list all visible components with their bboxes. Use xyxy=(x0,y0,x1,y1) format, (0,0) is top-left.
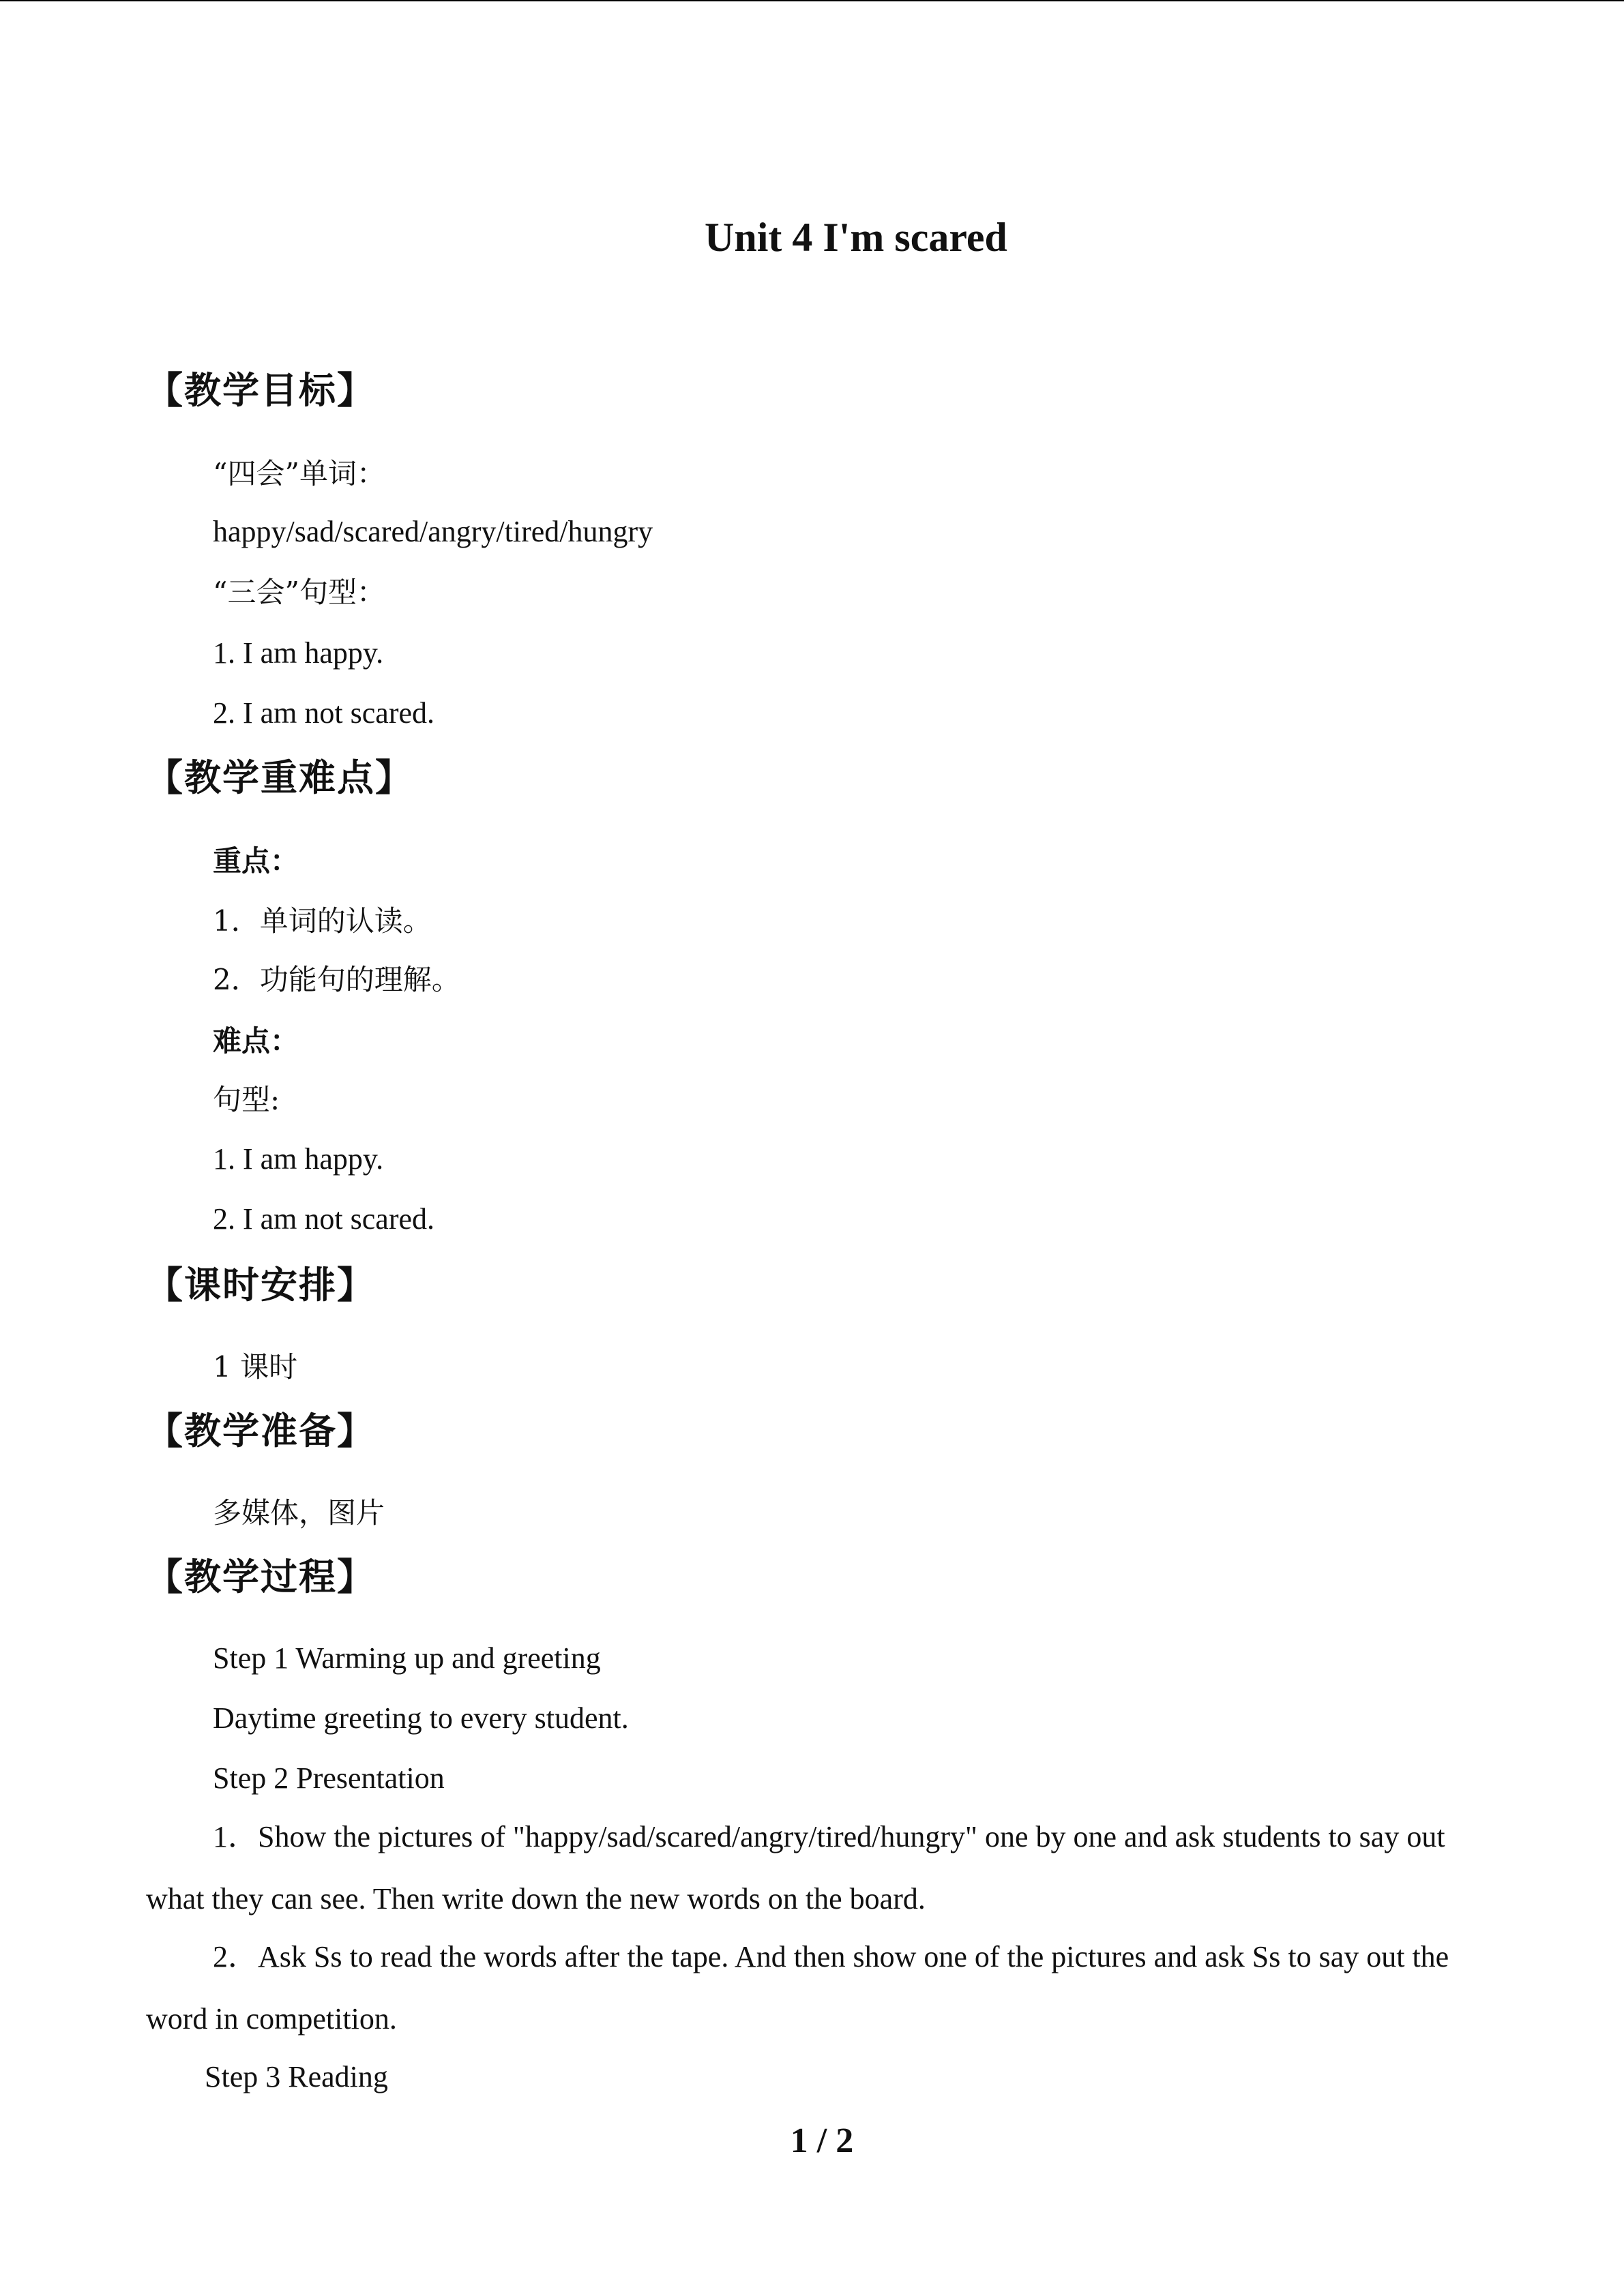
section-heading-process: 【教学过程】 xyxy=(146,1555,375,1598)
objective-sentence-2: 2. I am not scared. xyxy=(213,696,434,730)
vocab-label: “四会”单词： xyxy=(213,457,385,490)
vocab-words: happy/sad/scared/angry/tired/hungry xyxy=(213,515,653,548)
pattern-label: 句型: xyxy=(213,1083,280,1116)
sentence-label: “三会”句型： xyxy=(213,576,385,609)
pattern-sentence-1: 1. I am happy. xyxy=(213,1142,384,1176)
preparation-content: 多媒体，图片 xyxy=(213,1496,385,1530)
section-heading-schedule: 【课时安排】 xyxy=(146,1264,375,1307)
section-heading-key-points: 【教学重难点】 xyxy=(146,756,413,799)
step2-title: Step 2 Presentation xyxy=(213,1761,445,1795)
focus-label: 重点： xyxy=(213,844,299,878)
step1-title: Step 1 Warming up and greeting xyxy=(213,1641,601,1675)
page-indicator: 1 / 2 xyxy=(790,2121,854,2160)
focus-item-1: 1．单词的认读。 xyxy=(213,904,432,938)
pattern-sentence-2: 2. I am not scared. xyxy=(213,1202,434,1236)
section-heading-preparation: 【教学准备】 xyxy=(146,1410,375,1452)
page-title: Unit 4 I'm scared xyxy=(705,215,1007,260)
section-heading-objectives: 【教学目标】 xyxy=(146,369,375,412)
step3-title: Step 3 Reading xyxy=(205,2060,388,2093)
difficulty-label: 难点： xyxy=(213,1024,299,1058)
objective-sentence-1: 1. I am happy. xyxy=(213,636,384,670)
step2-item-2: 2．Ask Ss to read the words after the tape. And then show one of the pictures and ask Ss to say out the word in competition. xyxy=(146,1940,1449,2036)
step1-text: Daytime greeting to every student. xyxy=(213,1701,629,1735)
step2-item-1: 1．Show the pictures of "happy/sad/scared/angry/tired/hungry" one by one and ask students to say out what they can see. Then write down the new words on the board. xyxy=(146,1820,1445,1915)
schedule-content: 1 课时 xyxy=(213,1350,298,1384)
focus-item-2: 2．功能句的理解。 xyxy=(213,963,460,996)
